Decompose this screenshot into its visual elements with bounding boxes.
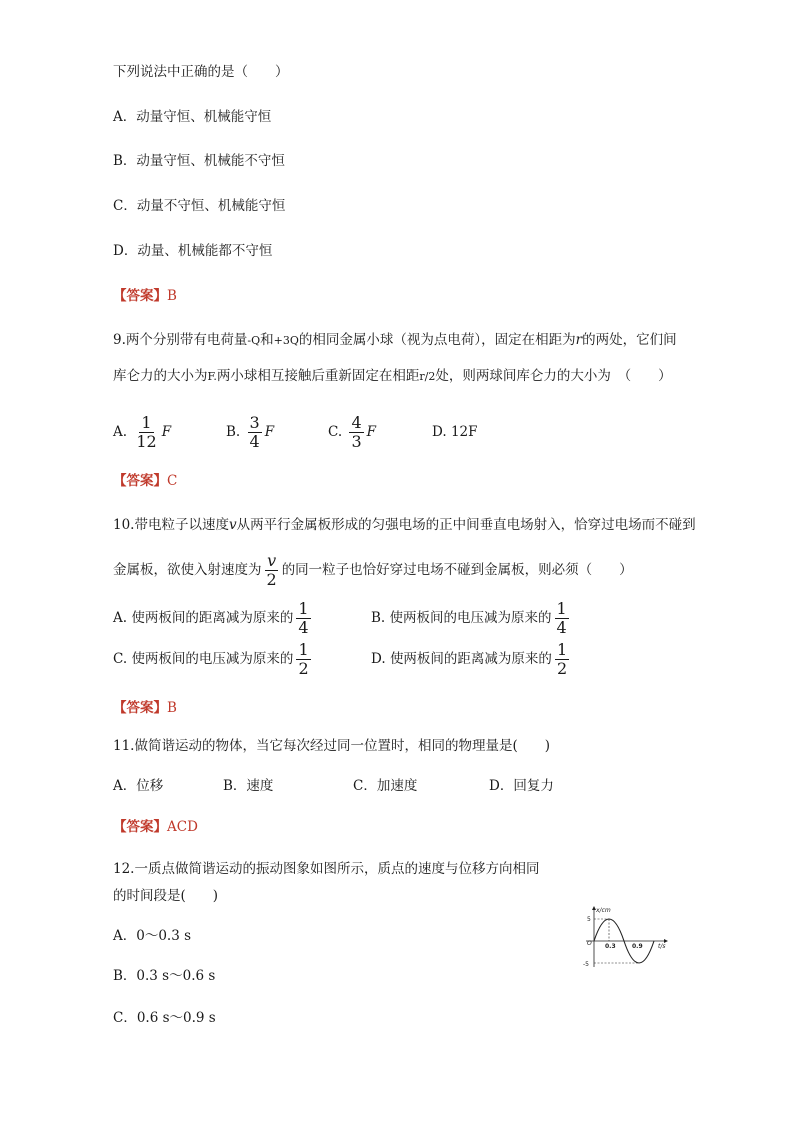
q9-text: 库仑力的大小为 [113, 368, 208, 384]
denominator: 4 [298, 618, 309, 637]
q10-stem-line2 [113, 552, 633, 589]
fraction [555, 600, 569, 637]
q12-option-a: A．0～0.3 s [113, 928, 192, 944]
q8-option-c: C．动量不守恒、机械能守恒 [113, 198, 286, 214]
q10-stem-line1 [113, 515, 696, 535]
q11-option-b: B．速度 [223, 778, 274, 794]
q9-text: 9.两个分别带有电荷量 [113, 332, 248, 348]
fraction [248, 414, 262, 451]
q9-r: r [575, 332, 583, 348]
q12-stem-line2: 的时间段是( ) [113, 888, 219, 904]
denominator: 4 [556, 618, 567, 637]
q10-answer [113, 698, 177, 718]
answer-tag: 【答案】 [113, 700, 167, 716]
q9-option-c [328, 414, 376, 451]
q9-half-r: r/2 [419, 370, 436, 383]
q11-option-a: A．位移 [113, 778, 164, 794]
denominator: 2 [266, 570, 277, 589]
q9-text: 处，则两球间库仑力的大小为 （ ） [435, 368, 672, 384]
q10-option-a [113, 600, 314, 637]
q9-charge2: +3Q [273, 334, 299, 347]
q11-option-c: C．加速度 [353, 778, 418, 794]
q9-option-d [432, 422, 477, 442]
q9-answer [113, 471, 177, 491]
q9-text: 和 [260, 332, 274, 348]
x-tick-1: 0.3 [605, 943, 616, 950]
q8-option-a: A．动量守恒、机械能守恒 [113, 109, 272, 125]
q10-option-b [371, 600, 572, 637]
option-label: B. [371, 610, 386, 626]
denominator: 2 [556, 659, 568, 678]
answer-tag: 【答案】 [113, 473, 167, 489]
option-text: 12F [450, 424, 478, 440]
x-tick-2: 0.9 [632, 943, 643, 950]
q10-option-d [371, 641, 572, 678]
denominator: 3 [351, 432, 362, 451]
q10-text: 的同一粒子也恰好穿过电场不碰到金属板，则必须（ ） [281, 562, 633, 578]
option-suffix: F [161, 424, 172, 440]
q8-option-d: D．动量、机械能都不守恒 [113, 243, 273, 259]
fraction [296, 600, 310, 637]
option-text: 使两板间的距离减为原来的 [389, 651, 552, 667]
fraction [265, 552, 279, 589]
fraction [134, 414, 158, 451]
option-label: B. [226, 424, 241, 440]
answer-value: ACD [167, 819, 198, 835]
vibration-graph [580, 905, 670, 970]
numerator: 1 [556, 599, 567, 618]
answer-value: B [167, 700, 177, 716]
q8-stem: 下列说法中正确的是（ ） [113, 64, 289, 80]
q11-answer [113, 817, 198, 837]
numerator: v [267, 551, 277, 570]
x-axis-label: t/s [658, 943, 666, 950]
option-text: 使两板间的电压减为原来的 [389, 610, 552, 626]
q9-option-b [226, 414, 274, 451]
option-suffix: F [264, 424, 275, 440]
q10-text: 从两平行金属板形成的匀强电场的正中间垂直电场射入，恰穿过电场而不碰到 [236, 517, 696, 533]
numerator: 1 [298, 640, 309, 659]
q12-option-c: C．0.6 s～0.9 s [113, 1010, 216, 1026]
q9-stem-line2 [113, 366, 672, 387]
q9-text: 的相同金属小球（视为点电荷），固定在相距为 [298, 332, 576, 348]
answer-value: C [167, 473, 178, 489]
option-text: 使两板间的电压减为原来的 [131, 651, 294, 667]
q11-stem: 11.做简谐运动的物体，当它每次经过同一位置时，相同的物理量是( ) [113, 738, 551, 754]
answer-value: B [167, 288, 177, 304]
option-label: D. [371, 651, 386, 667]
answer-tag: 【答案】 [113, 819, 167, 835]
denominator: 4 [249, 432, 260, 451]
option-label: C. [328, 424, 343, 440]
q10-text: 10.带电粒子以速度 [113, 517, 229, 533]
numerator: 1 [556, 640, 568, 659]
numerator: 3 [249, 413, 260, 432]
fraction [555, 641, 569, 678]
fraction [349, 414, 363, 451]
y-tick-bottom: -5 [583, 961, 589, 968]
q9-text: 两小球相互接触后重新固定在相距 [216, 368, 420, 384]
q12-stem-line1: 12.一质点做简谐运动的振动图象如图所示，质点的速度与位移方向相同 [113, 861, 540, 877]
y-tick-top: 5 [587, 916, 591, 923]
q11-option-d: D．回复力 [489, 778, 554, 794]
q9-text: 的两处，它们间 [582, 332, 677, 348]
q10-option-c [113, 641, 314, 678]
denominator: 12 [136, 432, 157, 451]
q10-v: v [228, 517, 237, 533]
numerator: 4 [351, 413, 362, 432]
q10-text: 金属板，欲使入射速度为 [113, 562, 262, 578]
option-text: 使两板间的距离减为原来的 [131, 610, 294, 626]
option-suffix: F [366, 424, 376, 440]
option-label: A. [113, 424, 128, 440]
q9-option-a [113, 414, 171, 451]
q9-stem-line1 [113, 330, 677, 351]
answer-tag: 【答案】 [113, 288, 167, 304]
q12-option-b: B．0.3 s～0.6 s [113, 968, 216, 984]
fraction [296, 641, 310, 678]
y-axis-label: x/cm [596, 907, 611, 914]
q9-charge1: -Q [247, 334, 261, 347]
q9-F: F. [207, 370, 217, 383]
numerator: 1 [298, 599, 309, 618]
q8-option-b: B．动量守恒、机械能不守恒 [113, 153, 285, 169]
denominator: 2 [298, 659, 309, 678]
option-label: C. [113, 651, 128, 667]
option-label: D. [432, 424, 447, 440]
option-label: A. [113, 610, 128, 626]
numerator: 1 [141, 413, 152, 432]
origin-label: O [587, 940, 592, 947]
q8-answer [113, 286, 177, 306]
